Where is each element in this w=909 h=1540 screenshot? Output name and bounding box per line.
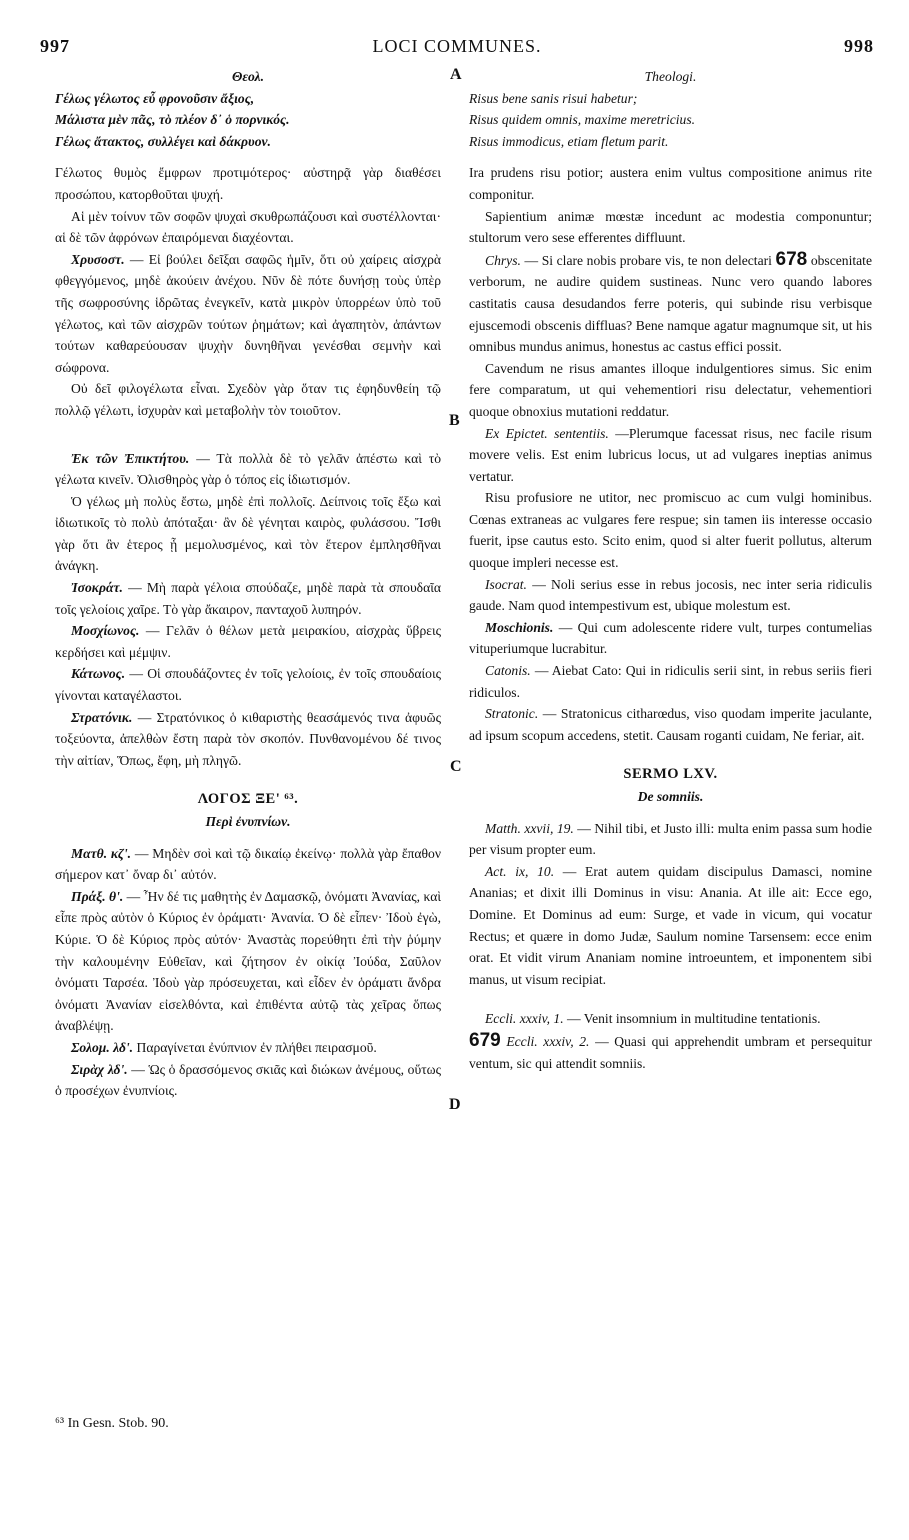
latin-paragraph-7 (469, 574, 872, 617)
latin-paragraph-1: Ira prudens risu potior; austera enim vultus compositione animus rite componitur. (469, 165, 872, 202)
latin-source-isocrat: Isocrat. (485, 576, 527, 592)
running-title: LOCI COMMUNES. (372, 36, 542, 56)
greek-text-act: — Ἦν δέ τις μαθητὴς ἐν Δαμασκῷ, ὀνόματι Ἀνανίας, καὶ εἶπε πρὸς αὐτὸν ὁ Κύριος ἐν ὁράματι· Ἀνανία. Ὁ δὲ εἶπεν· Ἰδοὺ ἐγὼ, Κύριε. Ὁ δὲ Κύριος πρὸς αὐτόν· Ἀναστὰς πορεύθητι ἐπὶ τὴν ῥύμην τὴν καλουμένην Εὐθεῖαν, καὶ ζήτησον ἐν οἰκίᾳ Ἰούδα, Σαῦλον ὀνόματι Ταρσέα. Ἰδοὺ γὰρ πρόσευχεται, καὶ εἶδεν ἐν ὁράματι ἄνδρα ὀνόματι Ἀνανίαν εἰσελθόντα, καὶ ἐπιθέντα αὐτῷ τὰς χεῖρας ὅπως ἀναβλέψῃ. (55, 888, 441, 1034)
latin-source-epictet: Ex Epictet. sententiis. (485, 425, 609, 441)
greek-text-moschion: — Γελᾶν ὁ θέλων μετὰ μειρακίου, αἰσχρὰς ὕβρεις κερδήσει καὶ μέμψιν. (55, 623, 441, 660)
greek-paragraph-10 (55, 707, 441, 772)
latin-verse-2: Risus quidem omnis, maxime meretricius. (469, 112, 696, 128)
greek-paragraph-5 (55, 448, 441, 491)
latin-heading-theologi: Theologi. (644, 69, 697, 84)
section-marker-c: C (450, 758, 462, 775)
greek-quote-3 (55, 1037, 441, 1059)
greek-paragraph-2: Αἱ μὲν τοίνυν τῶν σοφῶν ψυχαὶ σκυθρωπάζουσι καὶ συστέλλονται· αἱ δὲ τῶν ἀφρόνων ἐπαιρόμεναι διαχέονται. (55, 208, 441, 246)
greek-source-chrys: Χρυσοστ. (71, 251, 125, 267)
latin-paragraph-8 (469, 617, 872, 660)
margin-number-678: 678 (775, 248, 808, 270)
greek-verse-1: Γέλως γέλωτος εὖ φρονοῦσιν ἄξιος, (55, 90, 255, 106)
greek-text-stratonic: — Στρατόνικος ὁ κιθαριστὴς θεασάμενός τινα ἀφυῶς τοξεύοντα, ἀπελθὼν ἔστη παρὰ τὸν σκοπόν. Πυνθανομένου δέ τινος τὴν αἰτίαν, Ὅπως, ἔφη, μὴ πληγῶ. (55, 709, 441, 768)
latin-paragraph-6: Risu profusiore ne utitor, nec promiscuo ac cum vulgi hominibus. Cœnas extraneas ac vulgares fere respue; sin tamen iis interesse occasio fuerit, ipse cautus esto. Scito enim, quod si alter fuerit pollutus, alterum quoque impleri necesse est. (469, 490, 872, 571)
section-marker-b: B (449, 412, 460, 429)
greek-source-matth: Ματθ. κζ'. (71, 845, 132, 861)
latin-column (469, 66, 872, 1074)
greek-source-moschion: Μοσχίωνος. (71, 623, 140, 639)
greek-verse-3: Γέλως ἄτακτος, συλλέγει καὶ δάκρυον. (55, 133, 271, 149)
greek-column (55, 66, 441, 1102)
latin-source-moschion: Moschionis. (485, 619, 554, 635)
greek-paragraph-9 (55, 663, 441, 706)
greek-paragraph-7 (55, 577, 441, 620)
greek-text-isocrat: — Μὴ παρὰ γέλοια σπούδαζε, μηδὲ παρὰ τὰ σπουδαῖα τοῖς γελοίοις χαῖρε. Τὸ γὰρ ἄκαιρον, πανταχοῦ λυπηρόν. (55, 580, 441, 617)
greek-quote-2 (55, 886, 441, 1037)
greek-text-sirach: — Ὡς ὁ δρασσόμενος σκιᾶς καὶ διώκων ἀνέμους, οὕτως ὁ προσέχων ἐνυπνίοις. (55, 1061, 441, 1099)
latin-source-cato: Catonis. (485, 663, 531, 679)
latin-paragraph-5 (469, 423, 872, 488)
greek-paragraph-4: Οὐ δεῖ φιλογέλωτα εἶναι. Σχεδὸν γὰρ ὅταν τις ἐφηδυνθείη τῷ πολλῷ γέλωτι, ἰσχυρὰν καὶ μεταβολὴν τὸν τοιοῦτον. (55, 381, 441, 418)
latin-source-act: Act. ix, 10. (485, 863, 555, 879)
greek-paragraph-6: Ὁ γέλως μὴ πολὺς ἔστω, μηδὲ ἐπὶ πολλοῖς. Δείπνοις τοῖς ἔξω καὶ ἰδιωτικοῖς τὸ πολὺ ἀπόταξαι· ἂν δὲ γένηται καιρὸς, φυλάσσου. Ἴσθι γὰρ ὅτι ἂν ἑτερος ᾖ μεμολυσμένος, καὶ τὸν ἕτερον ἐμπλησθῆναι ἀνάγκη. (55, 493, 441, 574)
latin-text-chrys-a: — Si clare nobis probare vis, te non delectari (524, 252, 772, 268)
latin-source-chrys: Chrys. (485, 252, 521, 268)
latin-verse-1: Risus bene sanis risui habetur; (469, 90, 638, 106)
latin-paragraph-3 (469, 249, 872, 358)
section-marker-a: A (450, 66, 462, 83)
greek-source-cato: Κάτωνος. (71, 666, 126, 682)
greek-source-sirach: Σιρὰχ λδ'. (71, 1061, 128, 1077)
greek-source-act: Πράξ. θ'. (71, 888, 124, 904)
greek-text-cato: — Οἱ σπουδάζοντες ἐν τοῖς γελοίοις, ἐν τοῖς σπουδαίοις γίνονται καταγέλαστοι. (55, 666, 441, 704)
greek-source-isocrat: Ἰσοκράτ. (71, 580, 123, 596)
latin-source-matth: Matth. xxvii, 19. (485, 820, 574, 836)
footnote: ⁶³ In Gesn. Stob. 90. (55, 1416, 169, 1431)
running-header (40, 36, 874, 60)
greek-text-epictet: — Τὰ πολλὰ δὲ τὸ γελᾶν ἀπέστω καὶ τὸ γέλωτα κινεῖν. Ὀλισθηρὸς γὰρ ὁ τόπος εἰς ἰδιωτισμόν. (55, 450, 442, 488)
latin-sermon-subtitle: De somniis. (637, 789, 704, 804)
latin-text-eccli-2: — Quasi qui apprehendit umbram et persequitur ventum, sic qui attendit somniis. (469, 1033, 872, 1071)
greek-sermon-subtitle: Περὶ ἐνυπνίων. (205, 814, 291, 829)
latin-text-act: — Erat autem quidam discipulus Damasci, nomine Ananias; et dixit illi Dominus in visu: Anania. At ille ait: Ecce ego, Domine. Et Dominus ad eum: Surge, et vade in vicum, qui vocatur Rectus; et quære in domo Judæ, Saulum nomine Tarsensem: ecce enim orat. Et vidit virum Ananiam nomine introeuntem, et imponentem sibi manus, ut visum recipiat. (469, 863, 872, 987)
latin-source-eccli-1: Eccli. xxxiv, 1. (485, 1011, 564, 1027)
greek-source-stratonic: Στρατόνικ. (71, 709, 133, 725)
greek-sermon-title: ΛΟΓΟΣ ΞΕ' ⁶³. (197, 791, 299, 808)
latin-quote-2 (469, 861, 872, 991)
page-number-left: 997 (40, 36, 70, 56)
latin-text-cato: — Aiebat Cato: Qui in ridiculis serii sint, in rebus seriis fieri ridiculos. (469, 663, 872, 700)
latin-text-stratonic: — Stratonicus citharœdus, viso quodam imperite jaculante, ad ipsum scopum accedens, stetit. Causam roganti cuidam, Ne feriar, ait. (469, 706, 873, 743)
greek-quote-4 (55, 1059, 441, 1102)
greek-text-solom: Παραγίνεται ἐνύπνιον ἐν πλήθει πειρασμοῦ. (136, 1039, 377, 1055)
latin-source-stratonic: Stratonic. (485, 706, 539, 722)
margin-number-679: 679 (469, 1029, 501, 1051)
page-number-right: 998 (844, 36, 874, 56)
latin-quote-3 (469, 1008, 872, 1030)
latin-verse-3: Risus immodicus, etiam fletum parit. (469, 133, 669, 149)
section-marker-d: D (449, 1096, 461, 1113)
latin-paragraph-4: Cavendum ne risus amantes illoque indulgentiores simus. Sic enim fere comparatum, ut qui vehementiori risu delectatur, vehementiori quoque obnoxius mutationi reddatur. (469, 360, 872, 419)
latin-text-moschion: — Qui cum adolescente ridere vult, turpes contumelias vituperiumque lucrabitur. (469, 619, 872, 657)
greek-paragraph-3 (55, 249, 441, 379)
greek-quote-1 (55, 843, 441, 886)
greek-text-chrys: — Εἰ βούλει δεῖξαι σαφῶς ἡμῖν, ὅτι οὐ χαίρεις αἰσχρὰ φθεγγόμενος, μηδὲ ἀκούειν ἀνέχου. Νῦν δὲ πότε δυνήσῃ τοὺς ὑπὲρ τῆς σωφροσύνης ἱδρῶτας ἐνεγκεῖν, κατὰ μικρὸν ὑπορρέων ὑπὸ τοῦ γέλωτος, καὶ τῶν αἰσχρῶν τούτων ῥημάτων; καὶ ἀγαπητὸν, ἁπάντων τούτων καθαρεύουσαν ψυχὴν δυνηθῆναι γενέσθαι σεμνὴν καὶ σώφρονα. (55, 251, 441, 375)
greek-paragraph-1: Γέλωτος θυμὸς ἔμφρων προτιμότερος· αὐστηρᾷ γὰρ διαθέσει προσώπου, κατορθοῦται ψυχή. (55, 165, 441, 202)
latin-paragraph-2: Sapientium animæ mœstæ incedunt ac modestia componuntur; stultorum vero sese efferentes diffluunt. (469, 208, 872, 246)
latin-text-epictet: —Plerumque facessat risus, nec facile risum movere velis. Est enim lubricus locus, ut ad vulgares ineptias animus vertatur. (469, 425, 873, 484)
greek-heading-theol: Θεολ. (232, 69, 264, 84)
latin-text-eccli-1: — Venit insomnium in multitudine tentationis. (567, 1011, 821, 1027)
latin-text-isocrat: — Noli serius esse in rebus jocosis, nec inter seria ridiculis gaude. Nam quod intempestivum est, ubique molestum est. (469, 576, 872, 614)
greek-verse-2: Μάλιστα μὲν πᾶς, τὸ πλέον δ᾽ ὁ πορνικός. (55, 112, 290, 128)
greek-source-epictet: Ἐκ τῶν Ἐπικτήτου. (71, 450, 190, 466)
latin-text-matth: — Nihil tibi, et Justo illi: multa enim passa sum hodie per visum propter eum. (469, 820, 872, 858)
latin-paragraph-9 (469, 660, 872, 703)
latin-quote-4 (469, 1030, 872, 1074)
latin-source-eccli-2: Eccli. xxxiv, 2. (506, 1033, 590, 1049)
greek-text-matth: — Μηδὲν σοὶ καὶ τῷ δικαίῳ ἐκείνῳ· πολλὰ γὰρ ἔπαθον σήμερον κατ᾽ ὄναρ δι᾽ αὐτόν. (55, 845, 441, 883)
latin-text-chrys-b: obscenitate verborum, ne audire quidem sustineas. Nunc vero quando labores castitatis causa desudandos ferre poteris, qui subinde risu verbisque ejuscemodi obscenis diffluas? Bene namque agatur magnumque sit, ut his omnibus mundus animus, honestus ac castus effici possit. (469, 252, 872, 355)
latin-paragraph-10 (469, 703, 872, 746)
greek-paragraph-8 (55, 620, 441, 663)
latin-sermon-title: SERMO LXV. (623, 766, 718, 783)
latin-quote-1 (469, 818, 872, 861)
greek-source-solom: Σολομ. λδ'. (71, 1039, 134, 1055)
